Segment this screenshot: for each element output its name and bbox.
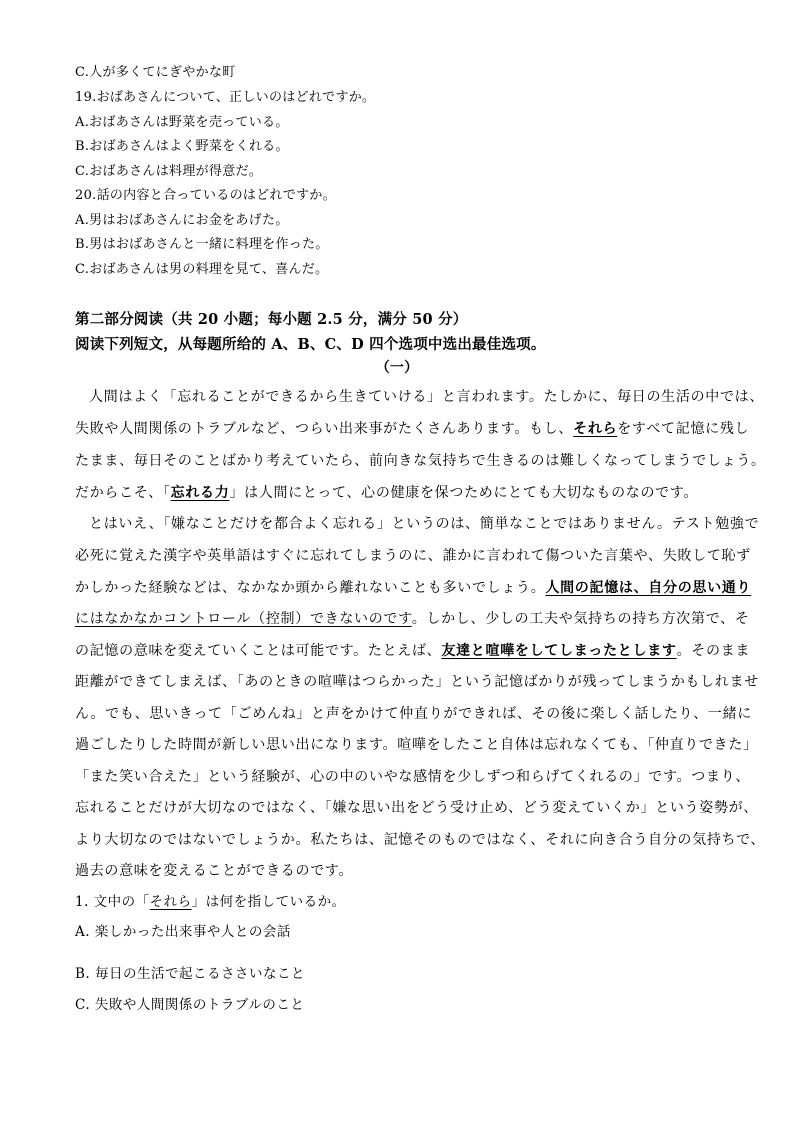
part-number: （一）: [375, 360, 419, 376]
passage-line-2: 失敗や人間関係のトラブルなど、つらい出来事がたくさんあります。もし、それらをすべて記憶に残し: [75, 421, 750, 437]
passage-line-16: 過去の意味を変えることができるのです。: [75, 863, 354, 879]
q19-option-a: A.おばあさんは野菜を売っている。: [75, 115, 289, 130]
passage-line-14: 忘れることだけが大切なのではなく、「嫌な思い出をどう受け止め、どう変えていくか」という姿勢が、: [75, 800, 759, 816]
q20-option-c: C.おばあさんは男の料理を見て、喜んだ。: [75, 262, 329, 277]
underlined-memory-sentence-part2: にはなかなかコントロール（控制）できないのです: [75, 611, 412, 627]
underlined-wasureru-chikara: 忘れる力: [170, 485, 230, 501]
passage-line-9: の記憶の意味を変えていくことは可能です。たとえば、友達と喧嘩をしてしまったとします。そのまま: [75, 643, 751, 659]
passage-line-5: とはいえ、「嫌なことだけを都合よく忘れる」というのは、簡単なことではありません。テスト勉強で: [89, 516, 760, 532]
passage-line-12: 過ごしたりした時間が新しい思い出になります。喧嘩をしたこと自体は忘れなくても、「仲直りできた」: [75, 737, 758, 753]
q18-option-c: C.人が多くてにぎやかな町: [75, 65, 236, 80]
underlined-sorera: それら: [573, 421, 618, 437]
question-1-option-c: C. 失敗や人間関係のトラブルのこと: [75, 997, 305, 1013]
section-heading: 第二部分阅读（共 20 小题；每小题 2.5 分，满分 50 分）: [75, 311, 468, 328]
passage-line-11: ん。でも、思いきって「ごめんね」と声をかけて仲直りができれば、その後に楽しく話したり、一緒に: [75, 706, 753, 722]
passage-line-1: 人間はよく「忘れることができるから生きていける」と言われます。たしかに、毎日の生活の中では、: [89, 389, 765, 405]
underlined-quarrel-sentence: 友達と喧嘩をしてしまったとします: [441, 643, 677, 659]
passage-line-3: たまま、毎日そのことばかり考えていたら、前向きな気持ちで生きるのは難しくなってしまうでしょう。: [75, 453, 766, 469]
q20-stem: 20.話の内容と合っているのはどれですか。: [75, 188, 336, 203]
passage-line-15: より大切なのではないでしょうか。私たちは、記憶そのものではなく、それに向き合う自分の気持ちで、: [75, 832, 766, 848]
q19-stem: 19.おばあさんについて、正しいのはどれですか。: [75, 90, 376, 105]
passage-line-13: 「また笑い合えた」という経験が、心の中のいやな感情を少しずつ和らげてくれるの」です。つまり、: [75, 769, 751, 785]
question-1-option-a: A. 楽しかった出来事や人との会話: [75, 924, 291, 940]
passage-line-6: 必死に覚えた漢字や英単語はすぐに忘れてしまうのに、誰かに言われて傷ついた言葉や、失敗して恥ず: [75, 548, 751, 564]
passage-line-4: だからこそ、「忘れる力」は人間にとって、心の健康を保つためにとても大切なものなのです。: [75, 485, 699, 501]
q20-option-b: B.男はおばあさんと一緒に料理を作った。: [75, 237, 329, 252]
q19-option-b: B.おばあさんはよく野菜をくれる。: [75, 139, 289, 154]
section-instruction: 阅读下列短文，从每题所给的 A、B、C、D 四个选项中选出最佳选项。: [75, 336, 546, 353]
underlined-memory-sentence-part1: 人間の記憶は、自分の思い通り: [545, 580, 752, 596]
passage-line-8: にはなかなかコントロール（控制）できないのです。しかし、少しの工夫や気持ちの持ち方次第で、そ: [75, 611, 750, 627]
passage-line-7: かしかった経験などは、なかなか頭から離れないことも多いでしょう。人間の記憶は、自分の思い通り: [75, 580, 752, 596]
question-1-option-b: B. 毎日の生活で起こるささいなこと: [75, 966, 306, 982]
question-1-stem: 1. 文中の「それら」は何を指しているか。: [75, 894, 346, 910]
passage-line-10: 距離ができてしまえば、「あのときの喧嘩はつらかった」という記憶ばかりが残ってしまうかもしれませ: [75, 674, 759, 690]
q20-option-a: A.男はおばあさんにお金をあげた。: [75, 213, 289, 228]
q19-option-c: C.おばあさんは料理が得意だ。: [75, 164, 263, 179]
underlined-sorera-ref: それら: [149, 894, 192, 910]
